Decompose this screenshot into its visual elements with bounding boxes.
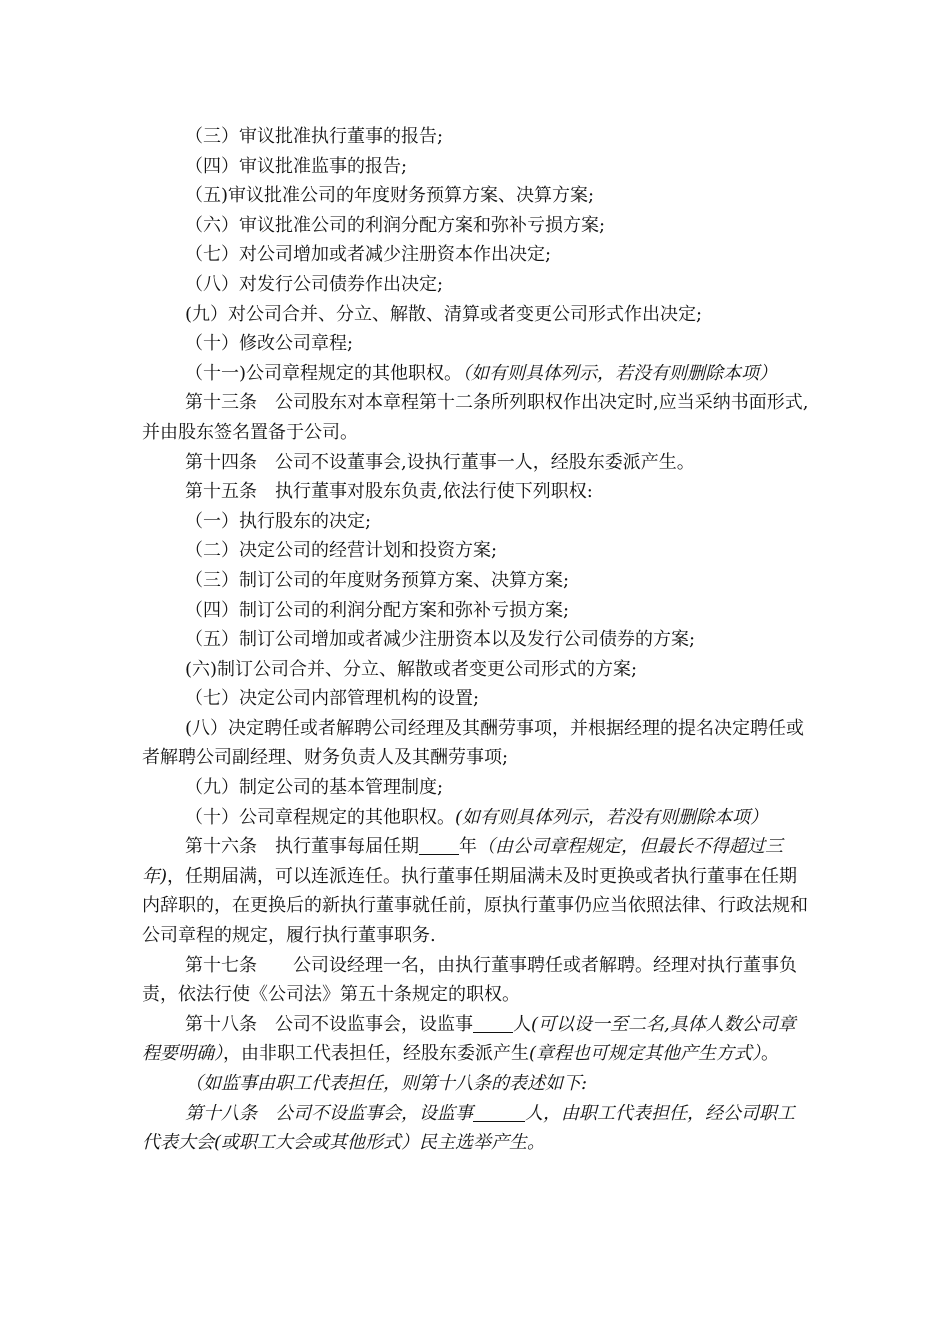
power-item-3: （三）制订公司的年度财务预算方案、决算方案; xyxy=(185,569,570,591)
article-18-lead: 第十八条 公司不设监事会，设监事 xyxy=(185,1013,473,1035)
item-9: (九）对公司合并、分立、解散、清算或者变更公司形式作出决定; xyxy=(185,303,703,325)
power-item-2: （二）决定公司的经营计划和投资方案; xyxy=(185,540,498,562)
power-item-6: (六)制订公司合并、分立、解散或者变更公司形式的方案; xyxy=(185,658,638,680)
supervisor-count-blank xyxy=(473,1014,513,1033)
item-8: （八）对发行公司债券作出决定; xyxy=(185,273,444,295)
item-7: （七）对公司增加或者减少注册资本作出决定; xyxy=(185,244,552,266)
item-5: （五)审议批准公司的年度财务预算方案、决算方案; xyxy=(185,185,595,207)
power-item-9: （九）制定公司的基本管理制度; xyxy=(185,777,444,799)
document-body xyxy=(142,122,810,1158)
article-18-note-1: (可以设一至二名,具体人数公司章程要明确） xyxy=(142,1013,796,1065)
power-item-7: （七）决定公司内部管理机构的设置; xyxy=(185,688,480,710)
alternative-article-18 xyxy=(142,1099,810,1158)
alt-supervisor-count-blank xyxy=(473,1103,525,1122)
item-6: （六）审议批准公司的利润分配方案和弥补亏损方案; xyxy=(185,214,606,236)
article-16-body: ，任期届满，可以连派连任。执行董事任期届满未及时更换或者执行董事在任期内辞职的，在更换后的新执行董事就任前，原执行董事仍应当依照法律、行政法规和公司章程的规定，履行执行董事职务. xyxy=(142,865,808,947)
item-11-note: （如有则具体列示，若没有则删除本项） xyxy=(462,362,778,384)
power-item-8: (八）决定聘任或者解聘公司经理及其酬劳事项，并根据经理的提名决定聘任或者解聘公司副经理、财务负责人及其酬劳事项; xyxy=(142,717,805,769)
power-item-10 xyxy=(142,803,810,833)
term-blank xyxy=(419,836,459,855)
power-item-5: （五）制订公司增加或者减少注册资本以及发行公司债券的方案; xyxy=(185,629,696,651)
article-16-unit: 年 xyxy=(459,836,477,858)
article-16-note: （由公司章程规定，但最长不得超过三年) xyxy=(142,836,783,887)
alternative-18-lead: 第十八条 公司不设监事会，设监事 xyxy=(185,1102,473,1124)
article-18-unit: 人 xyxy=(513,1013,531,1035)
alternative-18-intro: （如监事由职工代表担任，则第十八条的表述如下: xyxy=(185,1073,588,1094)
power-item-10-text: （十）公司章程规定的其他职权。 xyxy=(185,806,455,828)
article-13: 第十三条 公司股东对本章程第十二条所列职权作出决定时,应当采纳书面形式,并由股东签名置备于公司。 xyxy=(142,392,809,443)
article-18 xyxy=(142,1010,810,1069)
article-18-note-2: (章程也可规定其他产生方式） xyxy=(529,1043,762,1065)
article-15: 第十五条 执行董事对股东负责,依法行使下列职权: xyxy=(185,481,593,503)
power-item-4: （四）制订公司的利润分配方案和弥补亏损方案; xyxy=(185,599,570,621)
article-17: 第十七条 公司设经理一名，由执行董事聘任或者解聘。经理对执行董事负责，依法行使《公司法》第五十条规定的职权。 xyxy=(142,954,797,1006)
article-18-body: ，由非职工代表担任，经股东委派产生 xyxy=(223,1043,529,1065)
alternative-18-body: 人，由职工代表担任，经公司职工代表大会(或职工大会或其他形式）民主选举产生。 xyxy=(142,1102,795,1154)
item-4: （四）审议批准监事的报告; xyxy=(185,155,408,177)
power-item-10-note: (如有则具体列示，若没有则删除本项） xyxy=(455,806,769,828)
article-14: 第十四条 公司不设董事会,设执行董事一人，经股东委派产生。 xyxy=(185,451,695,473)
item-10: （十）修改公司章程; xyxy=(185,333,354,355)
article-16-lead: 第十六条 执行董事每届任期 xyxy=(185,836,419,858)
item-3: （三）审议批准执行董事的报告; xyxy=(185,126,444,147)
article-18-end: 。 xyxy=(761,1043,780,1065)
power-item-1: （一）执行股东的决定; xyxy=(185,510,372,532)
article-16 xyxy=(142,832,810,950)
item-11-text: （十一)公司章程规定的其他职权。 xyxy=(185,362,463,384)
item-11 xyxy=(142,359,810,389)
